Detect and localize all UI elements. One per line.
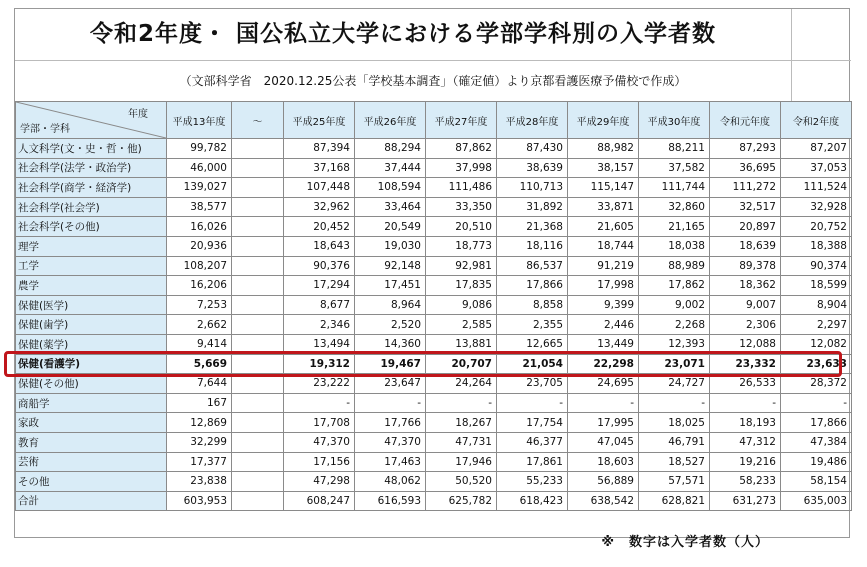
table-cell: 17,861 [497, 452, 568, 472]
table-cell: 8,904 [781, 295, 852, 315]
row-label: 教育 [16, 432, 167, 452]
row-label: 社会科学(商学・経済学) [16, 178, 167, 198]
table-cell: 12,082 [781, 334, 852, 354]
table-cell: 23,705 [497, 374, 568, 394]
row-label: 社会科学(その他) [16, 217, 167, 237]
table-row [16, 256, 852, 276]
table-cell [232, 178, 284, 198]
table-cell: 19,030 [355, 236, 426, 256]
table-cell: 24,695 [568, 374, 639, 394]
table-row [16, 432, 852, 452]
table-cell [232, 197, 284, 217]
table-cell: 2,355 [497, 315, 568, 335]
table-cell: 87,430 [497, 139, 568, 159]
table-cell: 87,394 [284, 139, 355, 159]
table-cell: 33,871 [568, 197, 639, 217]
column-header: ～ [232, 102, 284, 139]
table-cell: 608,247 [284, 491, 355, 511]
nursing-row-highlight [4, 351, 842, 377]
table-cell [232, 491, 284, 511]
table-cell: 58,233 [710, 472, 781, 492]
table-cell [232, 432, 284, 452]
table-cell: 17,708 [284, 413, 355, 433]
table-cell: 111,272 [710, 178, 781, 198]
table-cell: 115,147 [568, 178, 639, 198]
table-cell: 2,306 [710, 315, 781, 335]
source-note: （文部科学省 2020.12.25公表「学校基本調査」（確定値）より京都看護医療予備校で作成） [179, 74, 687, 88]
row-label: 保健(看護学) [16, 354, 167, 374]
column-header: 平成30年度 [639, 102, 710, 139]
table-cell: 47,370 [355, 432, 426, 452]
table-cell: 31,892 [497, 197, 568, 217]
table-cell: 17,862 [639, 276, 710, 296]
table-cell: 107,448 [284, 178, 355, 198]
table-cell: 628,821 [639, 491, 710, 511]
table-cell: 47,298 [284, 472, 355, 492]
table-cell: 14,360 [355, 334, 426, 354]
table-cell [232, 158, 284, 178]
table-cell: 111,486 [426, 178, 497, 198]
table-cell [232, 452, 284, 472]
table-cell: 13,881 [426, 334, 497, 354]
table-cell: 2,662 [167, 315, 232, 335]
table-cell: 603,953 [167, 491, 232, 511]
table-cell: 19,486 [781, 452, 852, 472]
table-cell: 20,936 [167, 236, 232, 256]
table-cell: 2,520 [355, 315, 426, 335]
table-cell: 7,644 [167, 374, 232, 394]
table-cell: 22,298 [568, 354, 639, 374]
column-header: 平成28年度 [497, 102, 568, 139]
table-cell: - [710, 393, 781, 413]
table-cell: 16,206 [167, 276, 232, 296]
row-label: 商船学 [16, 393, 167, 413]
table-cell: 21,165 [639, 217, 710, 237]
table-cell: 2,346 [284, 315, 355, 335]
column-header: 平成27年度 [426, 102, 497, 139]
table-cell: - [284, 393, 355, 413]
table-cell [232, 276, 284, 296]
table-cell: - [426, 393, 497, 413]
table-cell: 32,517 [710, 197, 781, 217]
table-cell: 18,116 [497, 236, 568, 256]
column-header: 令和元年度 [710, 102, 781, 139]
table-cell: 12,869 [167, 413, 232, 433]
table-row [16, 413, 852, 433]
table-row [16, 393, 852, 413]
table-cell: 18,362 [710, 276, 781, 296]
table-cell [232, 413, 284, 433]
title-divider-horizontal [15, 60, 851, 61]
table-cell: 139,027 [167, 178, 232, 198]
table-cell: 23,222 [284, 374, 355, 394]
table-cell [232, 315, 284, 335]
table-cell: 16,026 [167, 217, 232, 237]
column-header: 平成25年度 [284, 102, 355, 139]
table-cell: 32,860 [639, 197, 710, 217]
table-cell: 19,216 [710, 452, 781, 472]
table-cell: 17,377 [167, 452, 232, 472]
unit-note: ※ 数字は入学者数（人） [601, 535, 769, 550]
table-cell: 17,766 [355, 413, 426, 433]
table-row [16, 217, 852, 237]
table-cell: 23,838 [167, 472, 232, 492]
table-cell: 89,378 [710, 256, 781, 276]
table-cell: 9,399 [568, 295, 639, 315]
table-cell: 17,294 [284, 276, 355, 296]
table-cell: 47,312 [710, 432, 781, 452]
table-cell: 17,866 [497, 276, 568, 296]
table-row [16, 178, 852, 198]
table-cell: 37,582 [639, 158, 710, 178]
row-label: 社会科学(法学・政治学) [16, 158, 167, 178]
table-cell: 17,835 [426, 276, 497, 296]
table-cell: 46,791 [639, 432, 710, 452]
table-cell: 5,669 [167, 354, 232, 374]
table-cell: 18,773 [426, 236, 497, 256]
table-cell: 18,527 [639, 452, 710, 472]
table-cell: 23,647 [355, 374, 426, 394]
column-header: 平成26年度 [355, 102, 426, 139]
table-cell [232, 139, 284, 159]
row-label: 合計 [16, 491, 167, 511]
table-cell: - [355, 393, 426, 413]
table-cell: 47,370 [284, 432, 355, 452]
row-label: 保健(その他) [16, 374, 167, 394]
table-cell: 32,928 [781, 197, 852, 217]
table-cell: 17,451 [355, 276, 426, 296]
table-row [16, 472, 852, 492]
table-cell: 88,982 [568, 139, 639, 159]
row-label: 人文科学(文・史・哲・他) [16, 139, 167, 159]
row-label: 芸術 [16, 452, 167, 472]
table-cell: 9,414 [167, 334, 232, 354]
table-body [16, 139, 852, 511]
table-cell: 92,148 [355, 256, 426, 276]
table-cell: 46,377 [497, 432, 568, 452]
table-cell [232, 472, 284, 492]
table-cell: 18,025 [639, 413, 710, 433]
table-cell: 18,603 [568, 452, 639, 472]
table-cell: 12,088 [710, 334, 781, 354]
table-row [16, 236, 852, 256]
table-cell: 46,000 [167, 158, 232, 178]
table-cell: 17,463 [355, 452, 426, 472]
row-label: 理学 [16, 236, 167, 256]
table-row [16, 139, 852, 159]
table-cell: 23,332 [710, 354, 781, 374]
table-cell: 99,782 [167, 139, 232, 159]
table-cell: 88,989 [639, 256, 710, 276]
table-row [16, 158, 852, 178]
table-cell: 625,782 [426, 491, 497, 511]
row-label: 保健(歯学) [16, 315, 167, 335]
table-cell: 616,593 [355, 491, 426, 511]
table-cell [232, 256, 284, 276]
table-cell: 20,897 [710, 217, 781, 237]
table-cell: 32,962 [284, 197, 355, 217]
table-cell: 47,045 [568, 432, 639, 452]
row-label: 社会科学(社会学) [16, 197, 167, 217]
table-cell: 38,577 [167, 197, 232, 217]
table-cell: 635,003 [781, 491, 852, 511]
table-cell: 28,372 [781, 374, 852, 394]
table-cell: 110,713 [497, 178, 568, 198]
column-header: 平成29年度 [568, 102, 639, 139]
table-cell: 18,267 [426, 413, 497, 433]
table-cell: 20,510 [426, 217, 497, 237]
table-cell: 56,889 [568, 472, 639, 492]
table-cell: 87,862 [426, 139, 497, 159]
table-cell: 48,062 [355, 472, 426, 492]
table-cell: - [568, 393, 639, 413]
table-row [16, 315, 852, 335]
table-cell: 18,643 [284, 236, 355, 256]
table-cell: 9,007 [710, 295, 781, 315]
table-cell: 111,524 [781, 178, 852, 198]
table-cell: 20,452 [284, 217, 355, 237]
table-row [16, 452, 852, 472]
row-label: 保健(医学) [16, 295, 167, 315]
table-cell: 38,157 [568, 158, 639, 178]
table-cell: 638,542 [568, 491, 639, 511]
row-label: 家政 [16, 413, 167, 433]
row-label: 工学 [16, 256, 167, 276]
table-cell: 87,293 [710, 139, 781, 159]
table-row [16, 295, 852, 315]
page-title: 令和2年度・ 国公私立大学における学部学科別の入学者数 [89, 21, 716, 47]
table-cell: 33,464 [355, 197, 426, 217]
table-cell: 18,639 [710, 236, 781, 256]
table-cell: 47,731 [426, 432, 497, 452]
table-cell: 17,754 [497, 413, 568, 433]
table-cell: 2,585 [426, 315, 497, 335]
table-cell: 36,695 [710, 158, 781, 178]
table-cell: 12,665 [497, 334, 568, 354]
enrollment-table [15, 101, 852, 511]
table-cell: 19,312 [284, 354, 355, 374]
table-cell: 37,168 [284, 158, 355, 178]
table-cell: 58,154 [781, 472, 852, 492]
table-cell: 9,086 [426, 295, 497, 315]
table-row [16, 491, 852, 511]
row-label: 農学 [16, 276, 167, 296]
table-cell: 8,858 [497, 295, 568, 315]
table-cell: 23,633 [781, 354, 852, 374]
table-cell: - [497, 393, 568, 413]
table-cell: 37,444 [355, 158, 426, 178]
table-cell: 17,946 [426, 452, 497, 472]
table-cell: 13,494 [284, 334, 355, 354]
table-cell: 9,002 [639, 295, 710, 315]
table-cell: 12,393 [639, 334, 710, 354]
table-cell: 18,599 [781, 276, 852, 296]
table-cell: 17,866 [781, 413, 852, 433]
table-cell: 91,219 [568, 256, 639, 276]
table-cell [232, 217, 284, 237]
table-cell: 32,299 [167, 432, 232, 452]
corner-label-faculty: 学部・学科 [20, 124, 70, 135]
table-cell: 37,998 [426, 158, 497, 178]
table-cell: - [781, 393, 852, 413]
table-cell: 23,071 [639, 354, 710, 374]
table-cell: 24,264 [426, 374, 497, 394]
table-row [16, 197, 852, 217]
table-cell: 167 [167, 393, 232, 413]
column-header: 令和2年度 [781, 102, 852, 139]
table-cell: 17,156 [284, 452, 355, 472]
table-cell: 108,594 [355, 178, 426, 198]
table-cell: 111,744 [639, 178, 710, 198]
table-cell: 88,294 [355, 139, 426, 159]
table-cell: 86,537 [497, 256, 568, 276]
table-cell: 13,449 [568, 334, 639, 354]
table-cell: 17,998 [568, 276, 639, 296]
table-cell: 26,533 [710, 374, 781, 394]
table-cell: 7,253 [167, 295, 232, 315]
column-header: 平成13年度 [167, 102, 232, 139]
table-cell: 108,207 [167, 256, 232, 276]
table-cell: 8,677 [284, 295, 355, 315]
table-cell: 90,376 [284, 256, 355, 276]
table-cell: 21,605 [568, 217, 639, 237]
table-cell: 87,207 [781, 139, 852, 159]
table-cell: 88,211 [639, 139, 710, 159]
table-cell [232, 393, 284, 413]
table-cell: 47,384 [781, 432, 852, 452]
table-cell: 18,038 [639, 236, 710, 256]
table-cell: 631,273 [710, 491, 781, 511]
table-header-row [16, 102, 852, 139]
table-cell: 90,374 [781, 256, 852, 276]
table-cell: 2,268 [639, 315, 710, 335]
table-cell: 21,368 [497, 217, 568, 237]
table-cell: 50,520 [426, 472, 497, 492]
table-cell: 20,549 [355, 217, 426, 237]
table-cell [232, 236, 284, 256]
table-cell: 20,707 [426, 354, 497, 374]
table-cell: 38,639 [497, 158, 568, 178]
table-cell: 18,388 [781, 236, 852, 256]
table-cell: 24,727 [639, 374, 710, 394]
table-cell: 17,995 [568, 413, 639, 433]
table-cell: 55,233 [497, 472, 568, 492]
corner-header-cell [16, 102, 167, 139]
table-cell: 57,571 [639, 472, 710, 492]
table-cell: 18,744 [568, 236, 639, 256]
table-cell: 2,297 [781, 315, 852, 335]
table-cell: 20,752 [781, 217, 852, 237]
table-cell: 19,467 [355, 354, 426, 374]
row-label: その他 [16, 472, 167, 492]
table-cell [232, 295, 284, 315]
document-frame [14, 8, 850, 550]
table-cell: - [639, 393, 710, 413]
table-row [16, 276, 852, 296]
row-label: 保健(薬学) [16, 334, 167, 354]
table-cell: 618,423 [497, 491, 568, 511]
table-cell: 2,446 [568, 315, 639, 335]
table-cell: 8,964 [355, 295, 426, 315]
table-cell: 21,054 [497, 354, 568, 374]
table-cell: 37,053 [781, 158, 852, 178]
table-cell: 18,193 [710, 413, 781, 433]
corner-label-year: 年度 [128, 109, 148, 120]
table-cell: 92,981 [426, 256, 497, 276]
table-cell: 33,350 [426, 197, 497, 217]
